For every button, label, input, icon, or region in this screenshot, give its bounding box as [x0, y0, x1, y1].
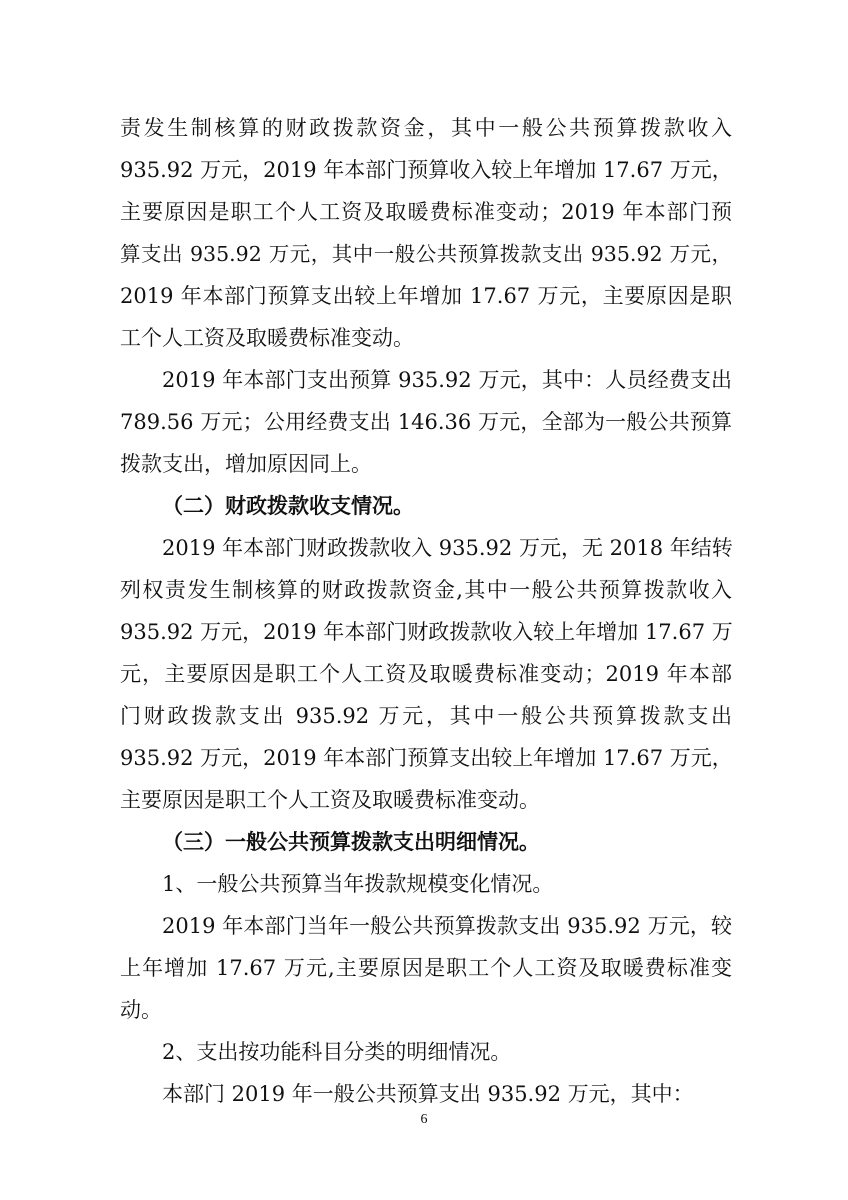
text-line: 主要原因是职工个人工资及取暖费标准变动；2019 年本部门预 — [120, 200, 732, 224]
text-line: 2019 年本部门当年一般公共预算拨款支出 935.92 万元，较 — [162, 914, 732, 938]
paragraph-scale-change — [120, 905, 732, 1031]
item-heading-functional-detail: 2、支出按功能科目分类的明细情况。 — [162, 1040, 512, 1064]
paragraph-fiscal-appropriation — [120, 527, 732, 821]
page-number: 6 — [420, 1112, 428, 1127]
paragraph-functional-detail: 本部门 2019 年一般公共预算支出 935.92 万元，其中： — [162, 1082, 694, 1106]
item-heading-scale-change: 1、一般公共预算当年拨款规模变化情况。 — [162, 872, 554, 896]
paragraph-budget-summary — [120, 107, 732, 359]
text-line: 2019 年本部门预算支出较上年增加 17.67 万元，主要原因是职 — [120, 284, 732, 308]
text-line: 935.92 万元，2019 年本部门预算支出较上年增加 17.67 万元， — [120, 746, 733, 770]
section-heading-fiscal-appropriation: （二）财政拨款收支情况。 — [162, 493, 414, 518]
text-line: 789.56 万元；公用经费支出 146.36 万元，全部为一般公共预算 — [120, 410, 732, 434]
text-line: 2019 年本部门财政拨款收入 935.92 万元，无 2018 年结转 — [162, 536, 733, 560]
text-line: 拨款支出，增加原因同上。 — [120, 452, 372, 476]
body-text — [120, 107, 732, 1115]
text-line: 动。 — [120, 998, 162, 1022]
text-line: 2019 年本部门支出预算 935.92 万元，其中：人员经费支出 — [162, 368, 732, 392]
text-line: 门财政拨款支出 935.92 万元，其中一般公共预算拨款支出 — [120, 704, 732, 728]
text-line: 责发生制核算的财政拨款资金，其中一般公共预算拨款收入 — [120, 116, 732, 140]
text-line: 935.92 万元，2019 年本部门财政拨款收入较上年增加 17.67 万 — [120, 620, 733, 644]
text-line: 算支出 935.92 万元，其中一般公共预算拨款支出 935.92 万元， — [120, 242, 732, 266]
section-heading-general-budget-detail: （三）一般公共预算拨款支出明细情况。 — [162, 829, 540, 854]
text-line: 工个人工资及取暖费标准变动。 — [120, 326, 414, 350]
text-line: 列权责发生制核算的财政拨款资金,其中一般公共预算拨款收入 — [120, 578, 732, 602]
text-line: 上年增加 17.67 万元,主要原因是职工个人工资及取暖费标准变 — [120, 956, 732, 980]
text-line: 主要原因是职工个人工资及取暖费标准变动。 — [120, 788, 540, 812]
text-line: 935.92 万元，2019 年本部门预算收入较上年增加 17.67 万元， — [120, 158, 733, 182]
paragraph-expenditure-budget — [120, 359, 732, 485]
text-line: 元，主要原因是职工个人工资及取暖费标准变动；2019 年本部 — [120, 662, 732, 686]
